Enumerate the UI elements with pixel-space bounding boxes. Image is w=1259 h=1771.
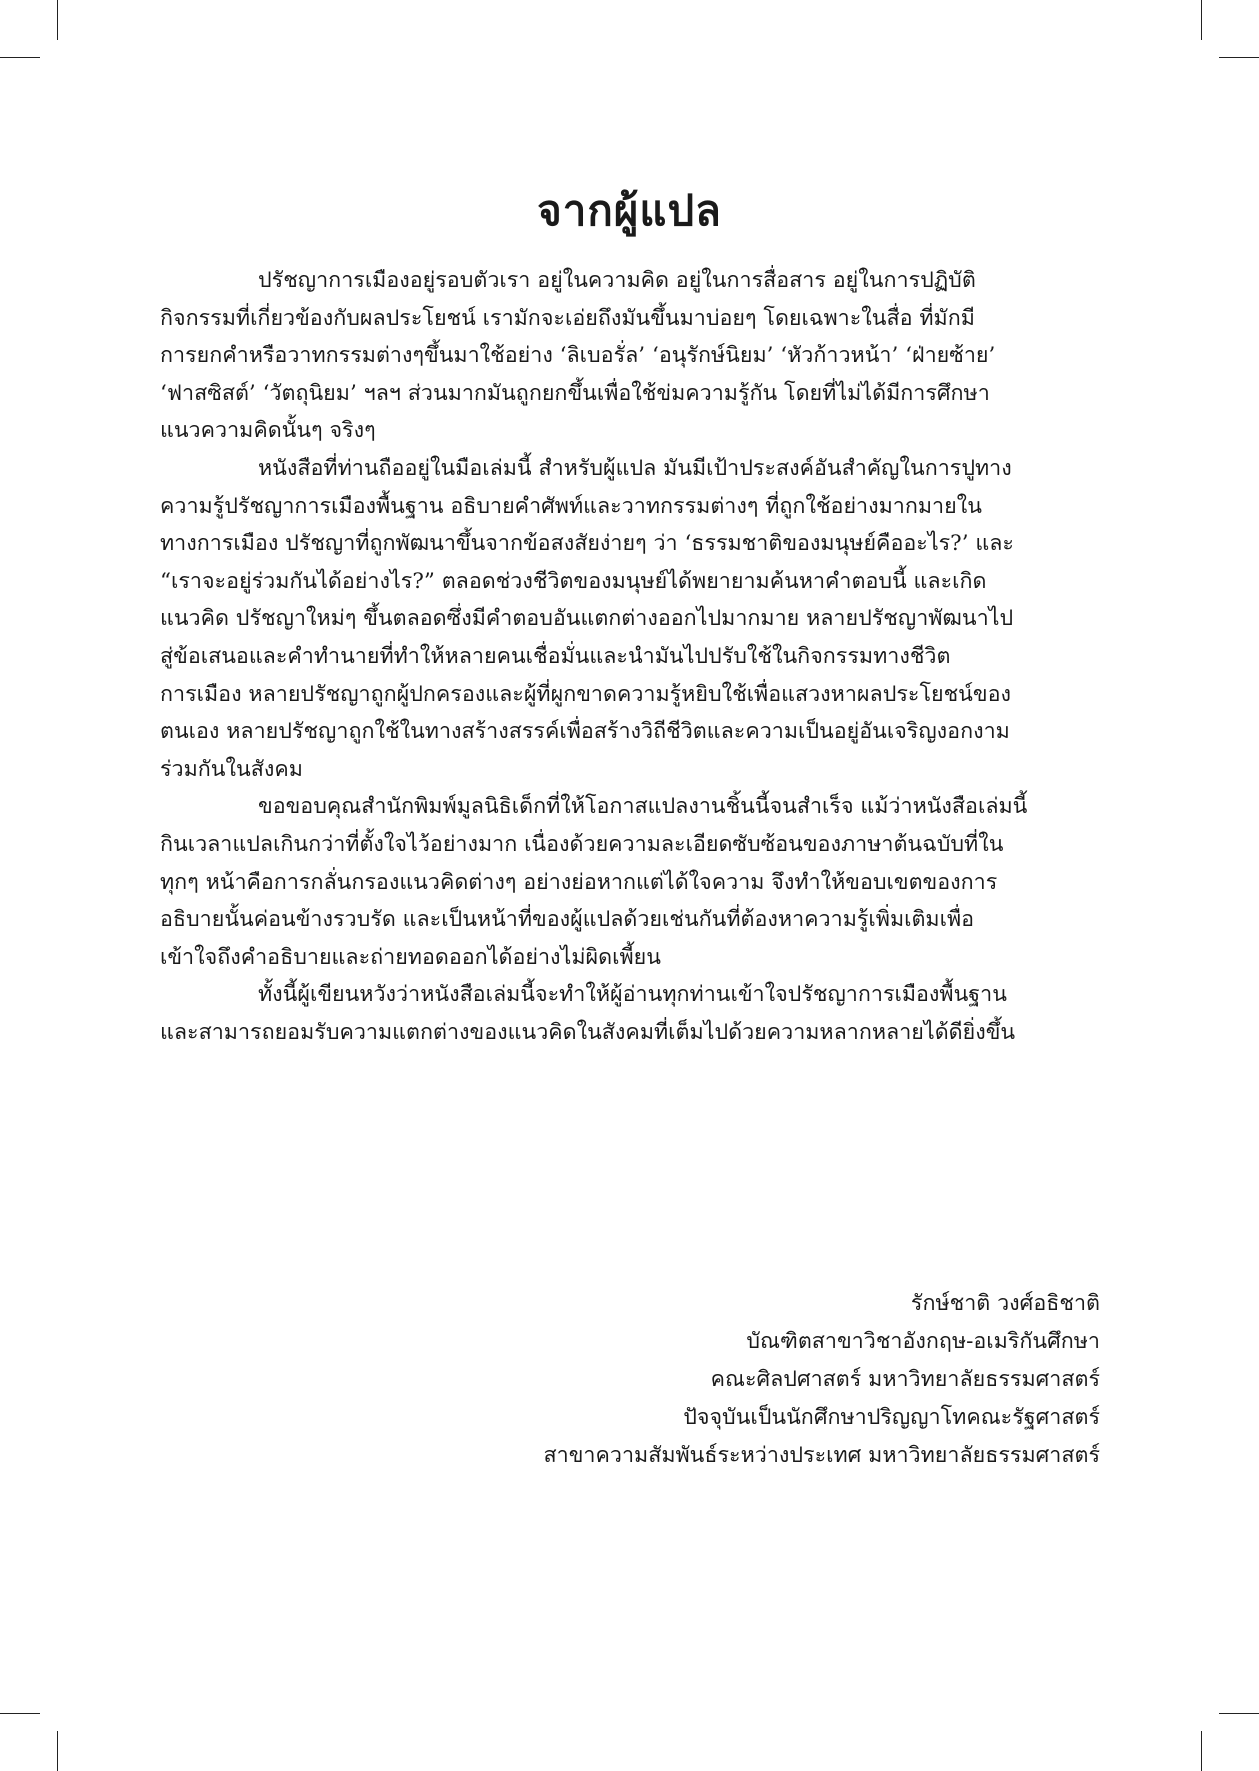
text-line: การเมือง หลายปรัชญาถูกผู้ปกครองและผู้ที่ผูกขาดความรู้หยิบใช้เพื่อแสวงหาผลประโยชน์ของ — [160, 681, 1011, 707]
crop-mark — [0, 1713, 40, 1714]
text-line: เข้าใจถึงคำอธิบายและถ่ายทอดออกได้อย่างไม่ผิดเพี้ยน — [160, 944, 661, 970]
signature-line: สาขาความสัมพันธ์ระหว่างประเทศ มหาวิทยาลัยธรรมศาสตร์ — [543, 1443, 1100, 1468]
crop-mark — [0, 57, 40, 58]
signature-line: ปัจจุบันเป็นนักศึกษาปริญญาโทคณะรัฐศาสตร์ — [683, 1405, 1100, 1430]
text-line: ความรู้ปรัชญาการเมืองพื้นฐาน อธิบายคำศัพท์และวาทกรรมต่างๆ ที่ถูกใช้อย่างมากมายใน — [160, 493, 982, 519]
text-line: อธิบายนั้นค่อนข้างรวบรัด และเป็นหน้าที่ของผู้แปลด้วยเช่นกันที่ต้องหาความรู้เพิ่มเติมเพื่อ — [160, 907, 975, 933]
crop-mark — [57, 1731, 58, 1771]
body-text — [160, 262, 1100, 1051]
crop-mark — [1219, 57, 1259, 58]
paragraph — [160, 262, 1100, 450]
text-line: และสามารถยอมรับความแตกต่างของแนวคิดในสังคมที่เต็มไปด้วยความหลากหลายได้ดียิ่งขึ้น — [160, 1019, 1016, 1045]
page-title: จากผู้แปล — [537, 186, 722, 235]
crop-mark — [57, 0, 58, 40]
translator-name: รักษ์ชาติ วงศ์อธิชาติ — [910, 1291, 1100, 1316]
text-line: แนวคิด ปรัชญาใหม่ๆ ขึ้นตลอดซึ่งมีคำตอบอันแตกต่างออกไปมากมาย หลายปรัชญาพัฒนาไป — [160, 606, 1014, 632]
signature-line: บัณฑิตสาขาวิชาอังกฤษ-อเมริกันศึกษา — [746, 1329, 1100, 1354]
signature-block — [544, 1285, 1100, 1475]
text-line: “เราจะอยู่ร่วมกันได้อย่างไร?” ตลอดช่วงชีวิตของมนุษย์ได้พยายามค้นหาคำตอบนี้ และเกิด — [160, 568, 987, 594]
text-line: กินเวลาแปลเกินกว่าที่ตั้งใจไว้อย่างมาก เนื่องด้วยความละเอียดซับซ้อนของภาษาต้นฉบับที่ใน — [160, 831, 1004, 857]
crop-mark — [1201, 1731, 1202, 1771]
text-line: แนวความคิดนั้นๆ จริงๆ — [160, 418, 376, 444]
paragraph — [160, 788, 1100, 976]
text-line: ‘ฟาสซิสต์’ ‘วัตถุนิยม’ ฯลฯ ส่วนมากมันถูกยกขึ้นเพื่อใช้ข่มความรู้กัน โดยที่ไม่ได้มีการศึกษา — [160, 380, 990, 406]
text-line: สู่ข้อเสนอและคำทำนายที่ทำให้หลายคนเชื่อมั่นและนำมันไปปรับใช้ในกิจกรรมทางชีวิต — [160, 643, 951, 669]
text-line: ทุกๆ หน้าคือการกลั่นกรองแนวคิดต่างๆ อย่างย่อหากแต่ได้ใจความ จึงทำให้ขอบเขตของการ — [160, 869, 998, 895]
crop-mark — [1219, 1713, 1259, 1714]
paragraph — [160, 450, 1100, 788]
text-line: การยกคำหรือวาทกรรมต่างๆขึ้นมาใช้อย่าง ‘ลิเบอรั่ล’ ‘อนุรักษ์นิยม’ ‘หัวก้าวหน้า’ ‘ฝ่ายซ้าย’ — [160, 343, 996, 369]
text-line: กิจกรรมที่เกี่ยวข้องกับผลประโยชน์ เรามักจะเอ่ยถึงมันขึ้นมาบ่อยๆ โดยเฉพาะในสื่อ ที่มักมี — [160, 305, 975, 331]
text-line: หนังสือที่ท่านถืออยู่ในมือเล่มนี้ สำหรับผู้แปล มันมีเป้าประสงค์อันสำคัญในการปูทาง — [258, 455, 1012, 481]
text-line: ทั้งนี้ผู้เขียนหวังว่าหนังสือเล่มนี้จะทำให้ผู้อ่านทุกท่านเข้าใจปรัชญาการเมืองพื้นฐาน — [258, 982, 1007, 1008]
text-line: ตนเอง หลายปรัชญาถูกใช้ในทางสร้างสรรค์เพื่อสร้างวิถีชีวิตและความเป็นอยู่อันเจริญงอกงาม — [160, 719, 1010, 745]
signature-line: คณะศิลปศาสตร์ มหาวิทยาลัยธรรมศาสตร์ — [710, 1367, 1100, 1392]
text-line: ร่วมกันในสังคม — [160, 756, 303, 782]
text-line: ปรัชญาการเมืองอยู่รอบตัวเรา อยู่ในความคิด อยู่ในการสื่อสาร อยู่ในการปฏิบัติ — [258, 268, 976, 293]
text-line: ขอขอบคุณสำนักพิมพ์มูลนิธิเด็กที่ให้โอกาสแปลงานชิ้นนี้จนสำเร็จ แม้ว่าหนังสือเล่มนี้ — [258, 794, 1028, 820]
crop-mark — [1201, 0, 1202, 40]
paragraph — [160, 976, 1100, 1051]
text-line: ทางการเมือง ปรัชญาที่ถูกพัฒนาขึ้นจากข้อสงสัยง่ายๆ ว่า ‘ธรรมชาติของมนุษย์คืออะไร?’ และ — [160, 531, 1014, 557]
